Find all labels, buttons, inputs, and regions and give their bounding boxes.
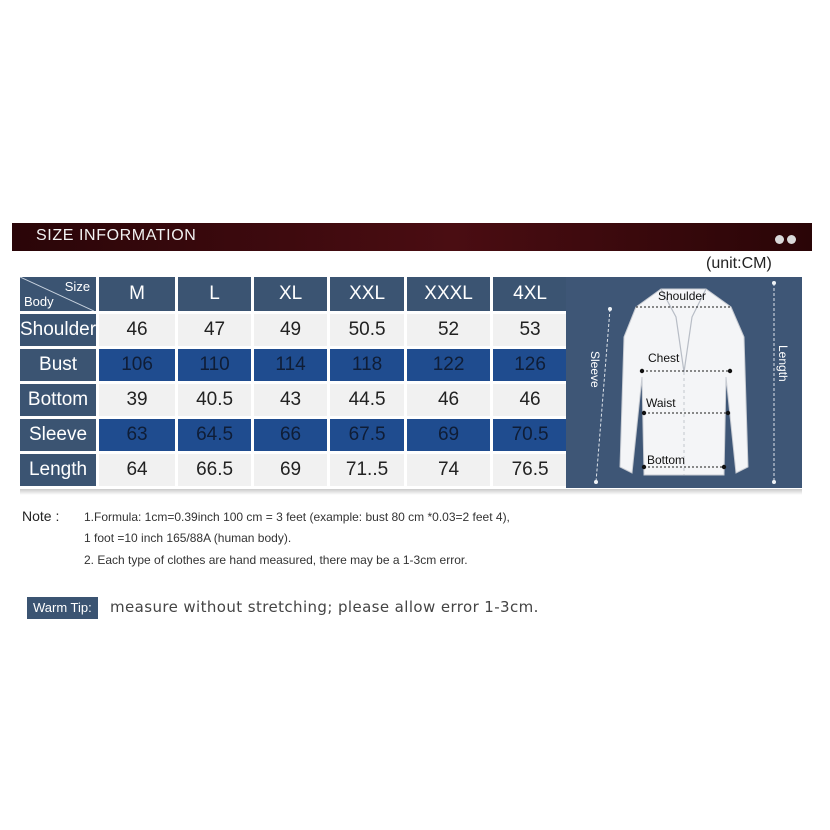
table-cell: 53 [493,314,567,346]
measure-point [640,369,644,373]
size-header: XL [254,277,327,311]
size-table [17,274,570,489]
table-cell: 47 [178,314,251,346]
sleeve-label: Sleeve [588,351,602,388]
table-cell: 126 [493,349,567,381]
note-line: 1 foot =10 inch 165/88A (human body). [84,531,292,545]
table-cell: 71..5 [330,454,404,486]
measure-point [608,307,612,311]
jacket-diagram [566,277,802,488]
table-row-sleeve [20,419,567,451]
table-cell: 50.5 [330,314,404,346]
table-shadow [20,489,802,495]
note-label: Note : [22,508,60,524]
table-cell: 44.5 [330,384,404,416]
table-cell: 110 [178,349,251,381]
table-cell: 67.5 [330,419,404,451]
decorative-dots [772,231,796,249]
waist-label: Waist [646,396,676,410]
table-cell: 64.5 [178,419,251,451]
table-cell: 74 [407,454,490,486]
table-row-bottom [20,384,567,416]
size-header: XXL [330,277,404,311]
table-header-row [20,277,567,311]
section-header [12,223,812,251]
table-row-length [20,454,567,486]
corner-body-label: Body [24,294,54,309]
table-cell: 64 [99,454,175,486]
dot-icon [787,235,796,244]
table-cell: 76.5 [493,454,567,486]
table-corner-cell [20,277,96,311]
measure-point [772,480,776,484]
table-cell: 118 [330,349,404,381]
warm-tip-badge: Warm Tip: [27,597,98,619]
measure-point [594,480,598,484]
dot-icon [775,235,784,244]
table-cell: 52 [407,314,490,346]
size-header: L [178,277,251,311]
table-cell: 66 [254,419,327,451]
bottom-label: Bottom [647,453,686,467]
table-cell: 40.5 [178,384,251,416]
row-label: Bust [20,349,96,381]
shoulder-label: Shoulder [658,289,707,303]
corner-size-label: Size [64,279,91,294]
measure-point [772,281,776,285]
row-label: Shoulder [20,314,96,346]
table-cell: 63 [99,419,175,451]
note-line: 2. Each type of clothes are hand measured, there may be a 1-3cm error. [84,553,468,567]
chest-label: Chest [648,351,680,365]
measure-point [722,465,726,469]
table-cell: 46 [407,384,490,416]
table-cell: 39 [99,384,175,416]
measure-point [726,411,730,415]
size-header: XXXL [407,277,490,311]
measure-point [642,411,646,415]
row-label: Length [20,454,96,486]
measure-point [642,465,646,469]
unit-label: (unit:CM) [706,255,772,272]
table-row-shoulder [20,314,567,346]
table-cell: 106 [99,349,175,381]
table-cell: 49 [254,314,327,346]
table-cell: 69 [407,419,490,451]
table-cell: 70.5 [493,419,567,451]
table-cell: 114 [254,349,327,381]
row-label: Sleeve [20,419,96,451]
table-cell: 69 [254,454,327,486]
section-title: SIZE INFORMATION [36,227,197,244]
note-line: 1.Formula: 1cm=0.39inch 100 cm = 3 feet (example: bust 80 cm *0.03=2 feet 4), [84,510,510,524]
sleeve-measure-line [596,309,610,482]
size-header: M [99,277,175,311]
jacket-shape [620,289,748,475]
table-cell: 122 [407,349,490,381]
table-row-bust [20,349,567,381]
table-cell: 46 [493,384,567,416]
measure-point [728,369,732,373]
length-label: Length [776,345,790,382]
row-label: Bottom [20,384,96,416]
table-cell: 43 [254,384,327,416]
table-cell: 46 [99,314,175,346]
size-header: 4XL [493,277,567,311]
table-cell: 66.5 [178,454,251,486]
warm-tip-text: measure without stretching; please allow error 1-3cm. [110,598,539,616]
